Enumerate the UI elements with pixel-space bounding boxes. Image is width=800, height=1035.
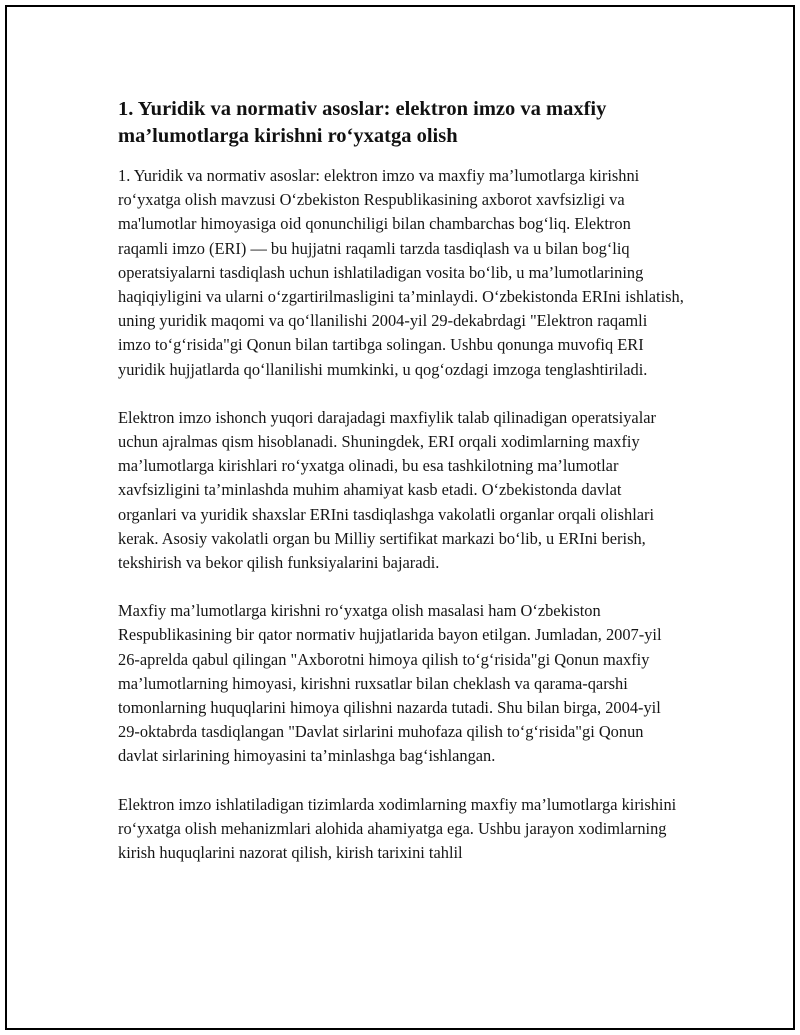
- document-title: 1. Yuridik va normativ asoslar: elektron imzo va maxfiy ma’lumotlarga kirishni ro‘yxatga olish: [118, 98, 607, 147]
- paragraph-4: Elektron imzo ishlatiladigan tizimlarda xodimlarning maxfiy ma’lumotlarga kirishini ro‘yxatga olish mehanizmlari alohida ahamiyatga ega. Ushbu jarayon xodimlarning kirish huquqlarini nazorat qilish, kirish tarixini tahlil: [118, 794, 677, 863]
- document-body: [118, 96, 684, 889]
- paragraph-1: 1. Yuridik va normativ asoslar: elektron imzo va maxfiy ma’lumotlarga kirishni ro‘yxatga olish mavzusi O‘zbekiston Respublikasining axborot xavfsizligi va ma'lumotlar himoyasiga oid qonunchiligi bilan chambarchas bog‘liq. Elektron raqamli imzo (ERI) — bu hujjatni raqamli tarzda tasdiqlash va u bilan bog‘liq operatsiyalarni tasdiqlash uchun ishlatiladigan vosita bo‘lib, u ma’lumotlarining haqiqiyligini va ularni o‘zgartirilmasligini ta’minlaydi. O‘zbekistonda ERIni ishlatish, uning yuridik maqomi va qo‘llanilishi 2004-yil 29-dekabrdagi "Elektron raqamli imzo to‘g‘risida"gi Qonun bilan tartibga solingan. Ushbu qonunga muvofiq ERI yuridik hujjatlarda qo‘llanilishi mumkinki, u qog‘ozdagi imzoga tenglashtiriladi.: [118, 166, 684, 379]
- paragraph-3: Maxfiy ma’lumotlarga kirishni ro‘yxatga olish masalasi ham O‘zbekiston Respublikasining bir qator normativ hujjatlarida bayon etilgan. Jumladan, 2007-yil 26-aprelda qabul qilingan "Axborotni himoya qilish to‘g‘risida"gi Qonun maxfiy ma’lumotlarning himoyasi, kirishni ruxsatlar bilan cheklash va qarama-qarshi tomonlarning huquqlarini himoya qilishni nazarda tutadi. Shu bilan birga, 2004-yil 29-oktabrda tasdiqlangan "Davlat sirlarini muhofaza qilish to‘g‘risida"gi Qonun davlat sirlarining himoyasini ta’minlashga bag‘ishlangan.: [118, 601, 662, 766]
- paragraph-2: Elektron imzo ishonch yuqori darajadagi maxfiylik talab qilinadigan operatsiyalar uchun ajralmas qism hisoblanadi. Shuningdek, ERI orqali xodimlarning maxfiy ma’lumotlarga kirishlari ro‘yxatga olinadi, bu esa tashkilotning ma’lumotlar xavfsizligini ta’minlashda muhim ahamiyat kasb etadi. O‘zbekistonda davlat organlari va yuridik shaxslar ERIni tasdiqlashga vakolatli organlar orqali olishlari kerak. Asosiy vakolatli organ bu Milliy sertifikat markazi bo‘lib, u ERIni berish, tekshirish va bekor qilish funksiyalarini bajaradi.: [118, 407, 656, 573]
